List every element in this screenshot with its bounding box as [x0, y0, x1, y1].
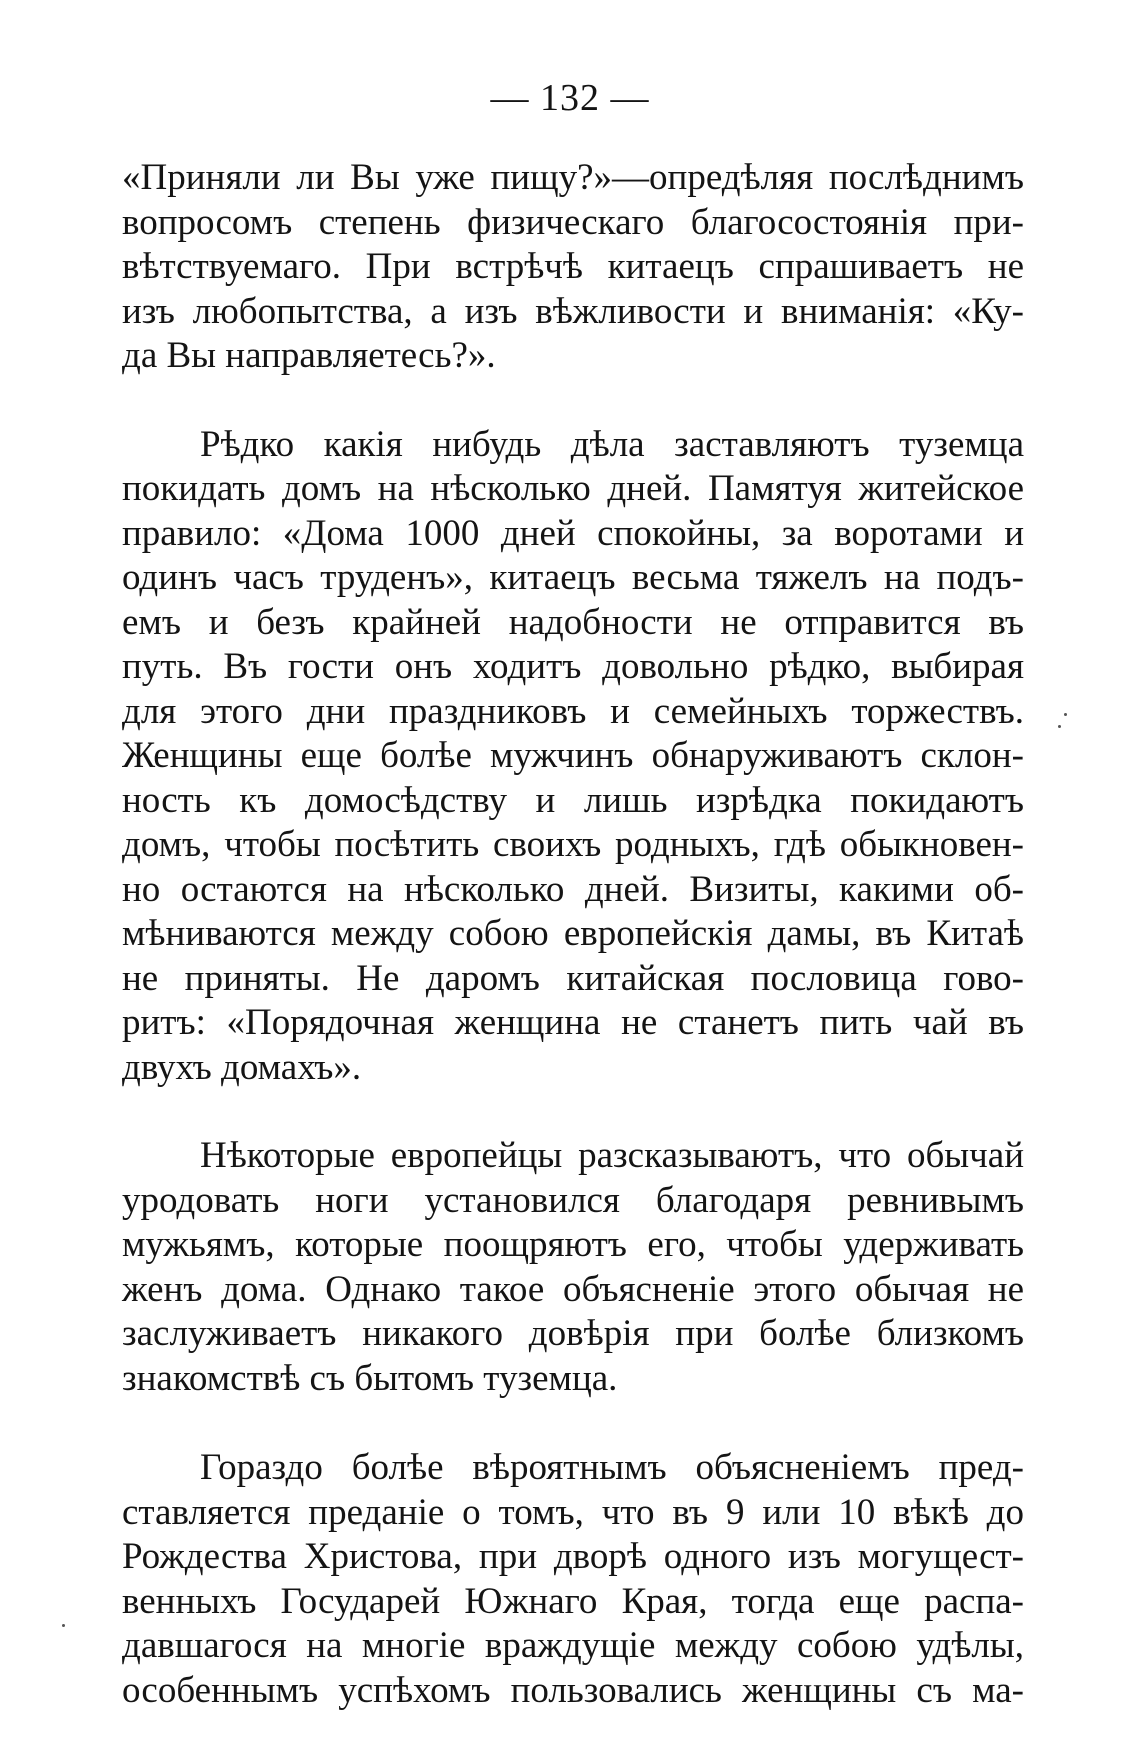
text-line: ставляется преданіе о томъ, что въ 9 или 10 вѣкѣ до — [122, 1491, 1024, 1533]
scan-speck — [62, 1624, 65, 1627]
scan-speck — [1058, 725, 1061, 728]
scan-speck — [1064, 713, 1067, 716]
paragraph-3 — [122, 1134, 1024, 1401]
paragraph-gap — [122, 379, 1024, 423]
paragraph-gap — [122, 1401, 1024, 1446]
text-line: венныхъ Государей Южнаго Края, тогда еще распа- — [122, 1580, 1024, 1622]
text-line: Гораздо болѣе вѣроятнымъ объясненіемъ пред- — [200, 1447, 1024, 1488]
text-line: одинъ часъ труденъ», китаецъ весьма тяжелъ на подъ- — [122, 557, 1024, 598]
text-line: знакомствѣ съ бытомъ туземца. — [122, 1357, 618, 1399]
text-line: не приняты. Не даромъ китайская пословица гово- — [122, 957, 1024, 999]
text-line: емъ и безъ крайней надобности не отправится въ — [122, 601, 1024, 643]
text-line: Женщины еще болѣе мужчинъ обнаруживаютъ склон- — [122, 735, 1024, 776]
text-line: покидать домъ на нѣсколько дней. Памятуя житейское — [122, 468, 1024, 509]
text-line: ритъ: «Порядочная женщина не станетъ пить чай въ — [122, 1002, 1024, 1043]
body-text — [122, 156, 1024, 1713]
text-line: вѣтствуемаго. При встрѣчѣ китаецъ спрашиваетъ не — [122, 246, 1024, 287]
text-line: Рѣдко какія нибудь дѣла заставляютъ туземца — [200, 423, 1024, 465]
text-line: но остаются на нѣсколько дней. Визиты, какими об- — [122, 868, 1024, 910]
text-line: вопросомъ степень физическаго благосостоянія при- — [122, 201, 1024, 243]
text-line: мужьямъ, которые поощряютъ его, чтобы удерживать — [122, 1224, 1024, 1265]
text-line: «Приняли ли Вы уже пищу?»—опредѣляя послѣднимъ — [122, 157, 1024, 198]
text-line: особеннымъ успѣхомъ пользовались женщины съ ма- — [122, 1669, 1024, 1711]
paragraph-gap — [122, 1090, 1024, 1134]
text-line: Нѣкоторые европейцы разсказываютъ, что обычай — [200, 1135, 1024, 1176]
text-line: ность къ домосѣдству и лишь изрѣдка покидаютъ — [122, 779, 1024, 821]
text-line: уродовать ноги установился благодаря ревнивымъ — [122, 1179, 1024, 1221]
text-line: Рождества Христова, при дворѣ одного изъ могущест- — [122, 1536, 1024, 1577]
text-line: изъ любопытства, а изъ вѣжливости и вниманія: «Ку- — [122, 290, 1024, 332]
text-line: путь. Въ гости онъ ходитъ довольно рѣдко, выбирая — [122, 646, 1024, 687]
text-line: женъ дома. Однако такое объясненіе этого обычая не — [122, 1268, 1024, 1310]
text-line: для этого дни праздниковъ и семейныхъ торжествъ. — [122, 690, 1024, 732]
paragraph-4 — [122, 1446, 1024, 1713]
paragraph-1 — [122, 156, 1024, 379]
text-line: правило: «Дома 1000 дней спокойны, за воротами и — [122, 512, 1024, 554]
paragraph-2 — [122, 423, 1024, 1091]
text-line: заслуживаетъ никакого довѣрія при болѣе близкомъ — [122, 1313, 1024, 1354]
text-line: да Вы направляетесь?». — [122, 335, 496, 376]
text-line: двухъ домахъ». — [122, 1046, 362, 1088]
text-line: давшагося на многіе враждущіе между собою удѣлы, — [122, 1625, 1024, 1666]
page-number: — 132 — — [490, 77, 650, 119]
text-line: домъ, чтобы посѣтить своихъ родныхъ, гдѣ обыкновен- — [122, 824, 1024, 865]
text-line: мѣниваются между собою европейскія дамы, въ Китаѣ — [122, 913, 1024, 954]
